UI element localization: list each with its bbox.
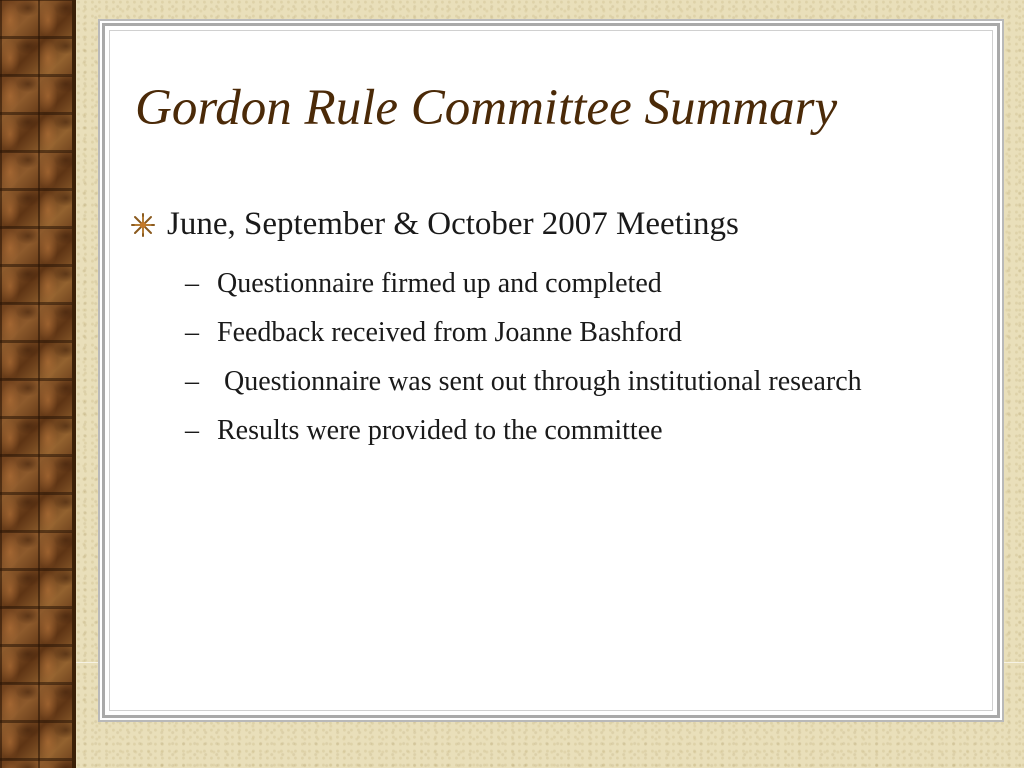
list-item [175, 264, 935, 304]
sub-item-text: Results were provided to the committee [217, 415, 663, 446]
woodgrain-side-strip [0, 0, 76, 768]
list-item [175, 411, 935, 451]
sub-bullet-list [175, 264, 935, 460]
sub-item-text: Questionnaire was sent out through institutional research [217, 366, 862, 397]
main-bullet-text: June, September & October 2007 Meetings [167, 206, 739, 242]
main-bullet [131, 206, 739, 243]
list-item [175, 362, 935, 402]
dash-marker: – [185, 366, 199, 397]
list-item [175, 313, 935, 353]
slide-title: Gordon Rule Committee Summary [135, 80, 838, 136]
dash-marker: – [185, 268, 199, 299]
dash-marker: – [185, 415, 199, 446]
sub-item-text: Feedback received from Joanne Bashford [217, 317, 682, 348]
star-icon [131, 213, 155, 237]
dash-marker: – [185, 317, 199, 348]
sub-item-text: Questionnaire firmed up and completed [217, 268, 662, 299]
slide-panel [102, 23, 1000, 718]
